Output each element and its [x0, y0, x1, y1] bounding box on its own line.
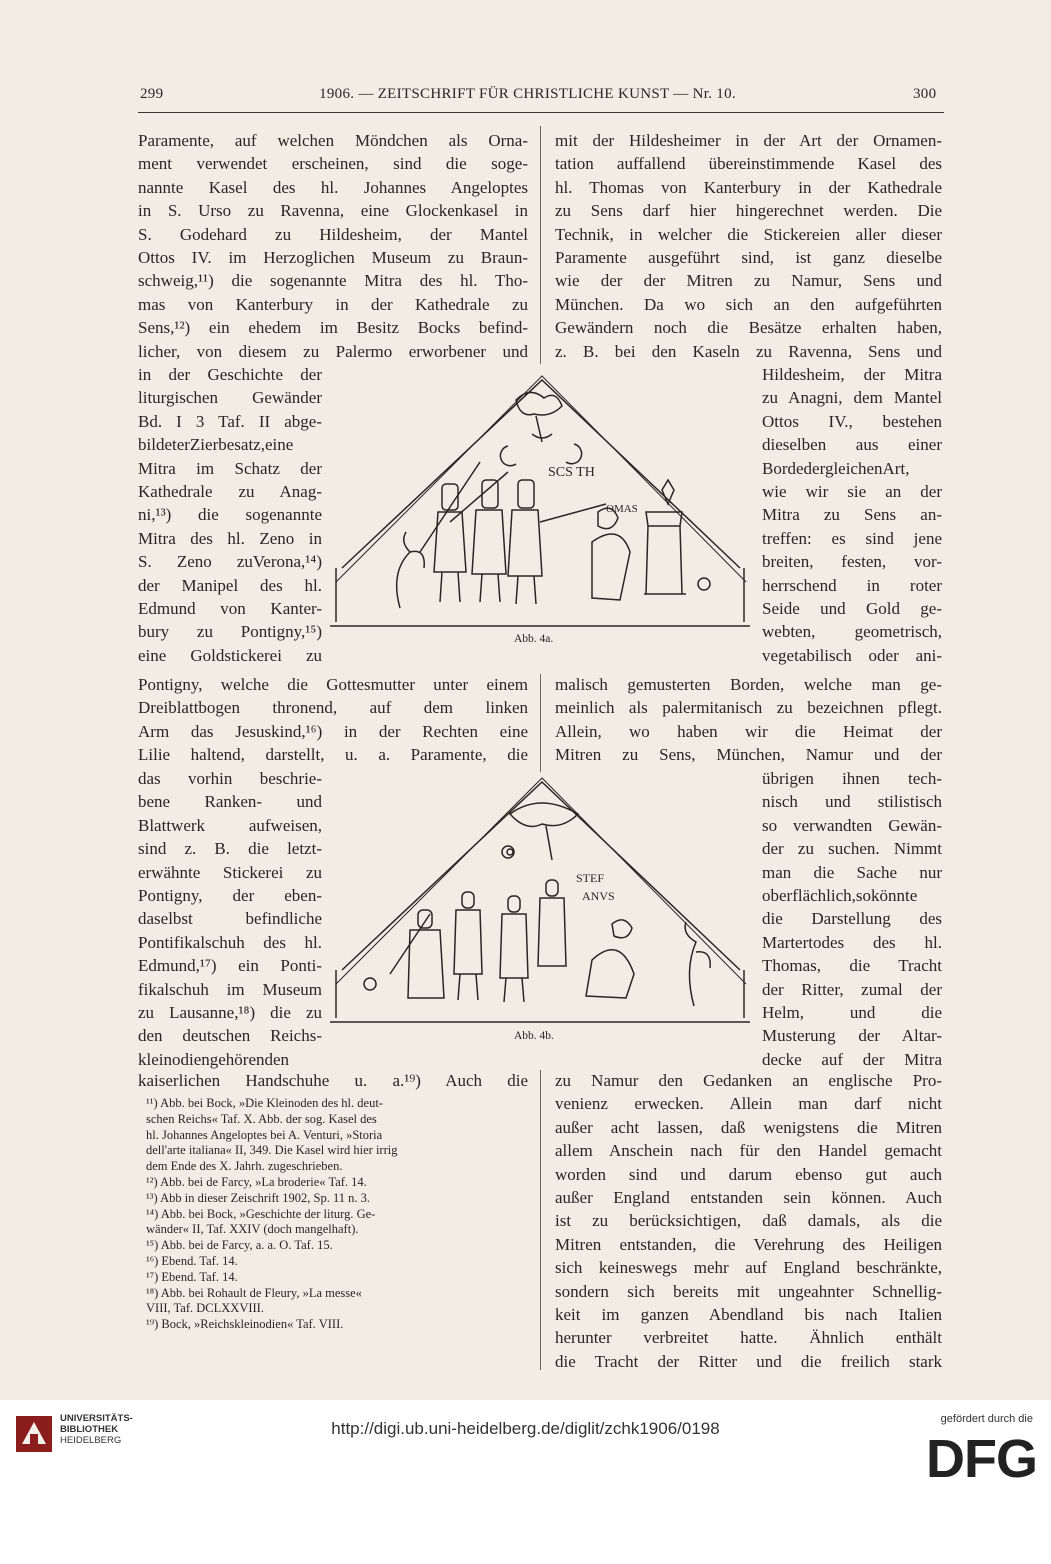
library-name: UNIVERSITÄTS- BIBLIOTHEK HEIDELBERG [60, 1413, 133, 1446]
text-line: die Tracht der Ritter und die freilich stark [555, 1351, 942, 1371]
text-line: man die Sache nur [762, 862, 942, 882]
text-line: Hildesheim, der Mitra [762, 365, 942, 384]
text-line: Mitra zu Sens an- [762, 505, 942, 525]
text-line: Thomas, die Tracht [762, 956, 942, 976]
right-column-text [555, 673, 942, 767]
text-line: Pontifikalschuh des hl. [138, 932, 322, 952]
text-line: decke auf der Mitra [762, 1049, 942, 1069]
text-line: wie der der Mitren zu Namur, Sens und [555, 271, 942, 291]
text-line: webten, geometrisch, [762, 622, 942, 642]
text-line: tation auffallend übereinstimmende Kasel des [555, 154, 942, 174]
text-line: der Manipel des hl. [138, 575, 322, 595]
figure-4a-embroidery [330, 372, 750, 634]
text-line: liturgischen Gewänder [138, 388, 322, 408]
text-line: eine Goldstickerei zu [138, 645, 322, 665]
left-column-text [138, 129, 528, 363]
text-line: Edmund,¹⁷) ein Ponti- [138, 956, 322, 976]
text-line: das vorhin beschrie- [138, 769, 322, 788]
left-column-text [138, 767, 322, 1071]
column-rule [540, 1070, 541, 1370]
footnote-line: ¹³) Abb in dieser Zeischrift 1902, Sp. 11 n. 3. [146, 1190, 371, 1205]
dfg-logo: DFG [926, 1429, 1037, 1489]
left-column-text [138, 1069, 528, 1092]
right-column-text [555, 129, 942, 363]
footnote-line: VIII, Taf. DCLXXVIII. [146, 1301, 264, 1316]
right-column-text [762, 767, 942, 1071]
right-column-text [762, 363, 942, 667]
text-line: Mitra des hl. Zeno in [138, 528, 322, 548]
text-line: ist zu berücksichtigen, daß damals, als die [555, 1211, 942, 1231]
text-line: oberflächlich,sokönnte [762, 886, 918, 906]
fig4b-inscription-2: ANVS [582, 889, 615, 903]
left-column-text [138, 673, 528, 767]
text-line: Ottos IV. im Herzoglichen Museum zu Braun- [138, 248, 528, 268]
text-line: Mitra im Schatz der [138, 458, 322, 478]
text-line: die Darstellung des [762, 909, 942, 929]
left-column-text [138, 363, 322, 667]
text-line: der Ritter, zumal der [762, 979, 942, 999]
text-line: ment verwendet erscheinen, sind die soge- [138, 154, 528, 174]
footnotes [146, 1096, 528, 1333]
text-line: kleinodiengehörenden [138, 1049, 290, 1069]
footnote-line: ¹¹) Abb. bei Bock, »Die Kleinoden des hl. deut- [146, 1096, 383, 1110]
footnote-line: hl. Johannes Angeloptes bei A. Venturi, »Storia [146, 1127, 383, 1142]
text-line: worden sind und darum ebenso gut auch [555, 1164, 942, 1184]
text-line: in der Geschichte der [138, 365, 322, 384]
text-line: Dreiblattbogen thronend, auf dem linken [138, 698, 528, 718]
footnote-line: schen Reichs« Taf. X. Abb. der sog. Kasel des [146, 1111, 377, 1126]
text-line: sondern sich bereits mit ungeahnter Schnellig- [555, 1281, 942, 1301]
text-line: Paramente, auf welchen Möndchen als Orna- [138, 131, 528, 150]
permalink-url[interactable]: http://digi.ub.uni-heidelberg.de/diglit/zchk1906/0198 [331, 1419, 720, 1438]
text-line: z. B. bei den Kaseln zu Ravenna, Sens und [555, 341, 942, 361]
figure-4b-embroidery [330, 774, 750, 1030]
text-line: dieselben aus einer [762, 435, 942, 455]
text-line: in S. Urso zu Ravenna, eine Glockenkasel in [138, 201, 528, 221]
text-line: Mitren zu Sens, München, Namur und der [555, 745, 942, 765]
footnote-line: ¹⁸) Abb. bei Rohault de Fleury, »La messe« [146, 1285, 362, 1300]
fig4a-inscription-2: OMAS [606, 503, 638, 515]
text-line: fikalschuh im Museum [138, 979, 322, 999]
text-line: erwähnte Stickerei zu [138, 862, 322, 882]
text-line: Technik, in welcher die Stickereien aller dieser [555, 224, 942, 244]
text-line: bury zu Pontigny,¹⁵) [138, 622, 322, 642]
figure-4b-caption: Abb. 4b. [514, 1030, 554, 1042]
text-line: wie wir sie an der [762, 482, 942, 502]
text-line: mit der Hildesheimer in der Art der Ornamen- [555, 131, 942, 150]
text-line: nisch und stilistisch [762, 792, 942, 812]
footnote-line: dell'arte italiana« II, 349. Die Kasel wird hier irrig [146, 1143, 398, 1158]
figure-4a-caption: Abb. 4a. [514, 633, 554, 645]
text-line: daselbst befindliche [138, 909, 322, 929]
fig4b-inscription-1: STEF [576, 871, 605, 885]
sponsor-label: gefördert durch die [940, 1413, 1033, 1425]
page-number-right: 300 [913, 86, 937, 102]
text-line: zu Anagni, dem Mantel [762, 388, 942, 408]
column-rule [540, 674, 541, 772]
text-line: vegetabilisch oder ani- [762, 645, 942, 665]
text-line: Pontigny, der eben- [138, 886, 322, 906]
text-line: Bd. I 3 Taf. II abge- [138, 411, 322, 431]
text-line: S. Zeno zuVerona,¹⁴) [138, 552, 322, 572]
text-line: sind z. B. die letzt- [138, 839, 322, 859]
footnote-line: dem Ende des X. Jahrh. zugeschrieben. [146, 1159, 343, 1174]
text-line: allem Anschein nach für den Handel gemacht [555, 1141, 942, 1161]
text-line: Kathedrale zu Anag- [138, 482, 322, 502]
text-line: so verwandten Gewän- [762, 815, 942, 835]
text-line: außer acht lassen, daß wenigstens die Mitren [555, 1117, 942, 1137]
text-line: keit im ganzen Abendland bis nach Italien [555, 1305, 942, 1325]
text-line: Arm das Jesuskind,¹⁶) in der Rechten eine [138, 721, 528, 741]
text-line: außer England entstanden sein können. Auch [555, 1188, 942, 1208]
text-line: den deutschen Reichs- [138, 1026, 322, 1046]
header-rule [138, 112, 944, 113]
footnote-line: ¹²) Abb. bei de Farcy, »La broderie« Taf. 14. [146, 1174, 367, 1189]
text-line: Martertodes des hl. [762, 932, 942, 952]
text-line: venienz erwecken. Allein man darf nicht [555, 1094, 942, 1114]
text-line: bene Ranken- und [138, 792, 322, 812]
footnote-line: ¹⁴) Abb. bei Bock, »Geschichte der liturg. Ge- [146, 1206, 376, 1221]
text-line: Helm, und die [762, 1003, 942, 1023]
text-line: mas von Kanterbury in der Kathedrale zu [138, 294, 528, 314]
text-line: Sens,¹²) ein ehedem im Besitz Bocks befind- [138, 318, 528, 338]
footnote-line: ¹⁵) Abb. bei de Farcy, a. a. O. Taf. 15. [146, 1238, 333, 1253]
text-line: treffen: es sind jene [762, 528, 942, 548]
text-line: zu Namur den Gedanken an englische Pro- [555, 1071, 942, 1090]
text-line: S. Godehard zu Hildesheim, der Mantel [138, 224, 528, 244]
footnote-line: ¹⁹) Bock, »Reichskleinodien« Taf. VIII. [146, 1317, 344, 1332]
text-line: zu Lausanne,¹⁸) die zu [138, 1003, 322, 1023]
text-line: hl. Thomas von Kanterbury in der Kathedrale [555, 177, 942, 197]
column-rule [540, 126, 541, 364]
text-line: München. Da wo sich an den aufgeführten [555, 294, 942, 314]
text-line: kaiserlichen Handschuhe u. a.¹⁹) Auch die [138, 1071, 528, 1090]
text-line: Musterung der Altar- [762, 1026, 942, 1046]
text-line: breiten, festen, vor- [762, 552, 942, 572]
text-line: ni,¹³) die sogenannte [138, 505, 322, 525]
text-line: zu Sens darf hier hingerechnet werden. Die [555, 201, 942, 221]
text-line: sich keineswegs mehr auf England beschränkte, [555, 1258, 942, 1278]
text-line: der zu suchen. Nimmt [762, 839, 942, 859]
fig4a-inscription-1: SCS TH [548, 465, 595, 480]
text-line: Gewändern noch die Besätze erhalten haben, [555, 318, 942, 338]
text-line: Ottos IV., bestehen [762, 411, 942, 431]
text-line: licher, von diesem zu Palermo erworbener und [138, 341, 528, 361]
page-number-left: 299 [140, 86, 164, 102]
running-title: 1906. — ZEITSCHRIFT FÜR CHRISTLICHE KUNST — Nr. 10. [319, 86, 736, 102]
text-line: BordedergleichenArt, [762, 458, 910, 478]
text-line: Allein, wo haben wir die Heimat der [555, 721, 942, 741]
text-line: Mitren entstanden, die Verehrung des Heiligen [555, 1234, 942, 1254]
text-line: nannte Kasel des hl. Johannes Angeloptes [138, 177, 528, 197]
text-line: Lilie haltend, darstellt, u. a. Paramente, die [138, 745, 528, 765]
text-line: herunter verbreitet hatte. Ähnlich enthält [555, 1328, 942, 1348]
text-line: meinlich als palermitanisch zu bezeichnen pflegt. [555, 698, 942, 718]
right-column-text [555, 1069, 942, 1373]
text-line: Seide und Gold ge- [762, 599, 942, 619]
footnote-line: ¹⁶) Ebend. Taf. 14. [146, 1253, 238, 1268]
text-line: herrschend in roter [762, 575, 942, 595]
footnote-line: wänder« II, Taf. XXIV (doch mangelhaft). [146, 1222, 359, 1237]
text-line: schweig,¹¹) die sogenannte Mitra des hl. Tho- [138, 271, 528, 291]
text-line: malisch gemusterten Borden, welche man ge- [555, 675, 942, 694]
text-line: bildeterZierbesatz,eine [138, 435, 294, 455]
text-line: Pontigny, welche die Gottesmutter unter einem [138, 675, 528, 694]
footnote-line: ¹⁷) Ebend. Taf. 14. [146, 1269, 238, 1284]
text-line: Paramente ausgeführt sind, ist ganz dieselbe [555, 248, 942, 268]
text-line: Blattwerk aufweisen, [138, 815, 322, 835]
text-line: Edmund von Kanter- [138, 599, 322, 619]
text-line: übrigen ihnen tech- [762, 769, 942, 788]
